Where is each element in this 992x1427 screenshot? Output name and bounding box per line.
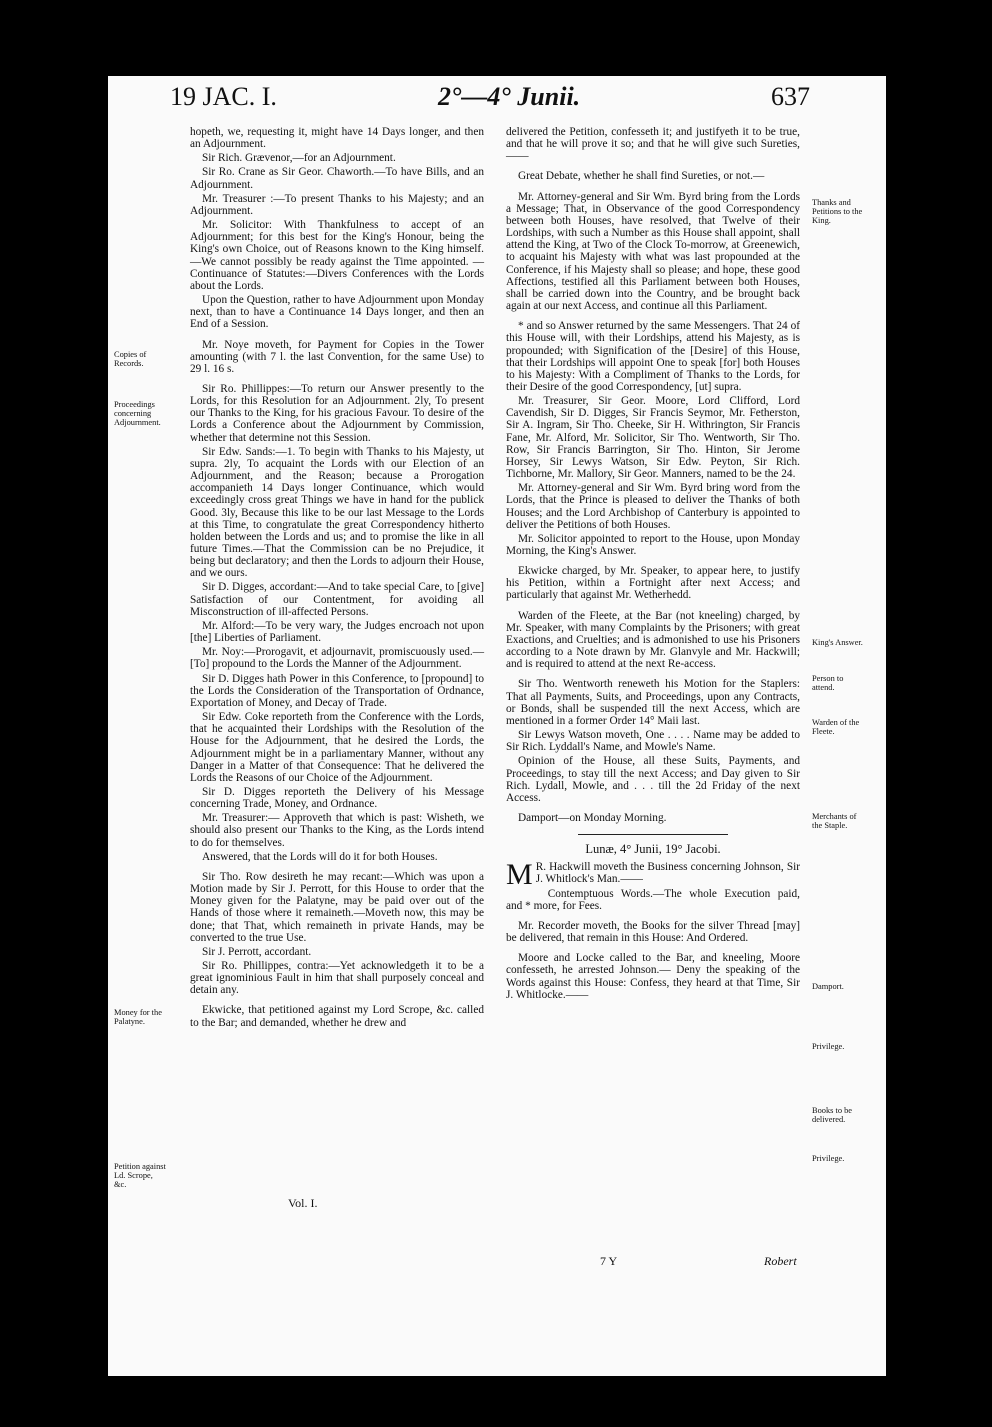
paragraph: Mr. Alford:—To be very wary, the Judges encroach not upon [the] Liberties of Parliament. bbox=[190, 619, 484, 645]
paragraph: Great Debate, whether he shall find Sureties, or not.— bbox=[518, 170, 765, 183]
section-date-heading: Lunæ, 4° Junii, 19° Jacobi. bbox=[585, 842, 721, 857]
section-rule bbox=[578, 834, 728, 835]
paragraph: Opinion of the House, all these Suits, Payments, and Proceedings, to stay till the next Access; and Day given to Sir Rich. Lydall, Mowle, and . . . till the 2d Friday of the next Access. bbox=[506, 755, 800, 804]
margin-note: Merchants of the Staple. bbox=[812, 812, 857, 831]
paragraph: Sir Ro. Phillippes:—To return our Answer presently to the Lords, for this Resolution for an Adjournment. 2ly, To present our Thanks to the King, for his gracious Favour. To desire of the Lords a Conference about the Adjournment by Commission, whether that determine not this Session. bbox=[190, 382, 484, 444]
paragraph: Damport—on Monday Morning. bbox=[518, 811, 667, 824]
signature-mark: 7 Y bbox=[600, 1254, 618, 1268]
paragraph: Mr. Attorney-general and Sir Wm. Byrd bring from the Lords a Message; That, in Observance of the good Correspondency between both Houses, have resolved, that Twelve of their Lordships, with such a Number as this House shall appoint, shall attend the King, at Two of the Clock To-morrow, at Greenewich, to acquaint his Majesty with what was last propounded at the Conference, if his Majesty shall so please; and hope, these good Affections, testified all this Parliament between both Houses, shall be carried down into the Country, and be brought back again at our next Access, and continue all this Parliament. bbox=[506, 190, 800, 313]
paragraph: Mr. Noye moveth, for Payment for Copies in the Tower amounting (with 7 l. the last Convention, for the same Use) to 29 l. 16 s. bbox=[190, 338, 484, 375]
paragraph: Mr. Solicitor appointed to report to the House, upon Monday Morning, the King's Answer. bbox=[506, 532, 800, 557]
margin-note: Privilege. bbox=[812, 1154, 845, 1163]
running-head-date: 2°—4° Junii. bbox=[438, 82, 581, 111]
margin-note: Money for the Palatyne. bbox=[114, 1008, 162, 1027]
page-number: 637 bbox=[771, 82, 810, 111]
margin-note: Damport. bbox=[812, 982, 844, 991]
paragraph: Mr. Attorney-general and Sir Wm. Byrd bring word from the Lords, that the Prince is pleased to deliver the Thanks of both Houses; and the Lord Archbishop of Canterbury is appointed to deliver the Petitions of both Houses. bbox=[506, 482, 800, 531]
margin-note: Books to be delivered. bbox=[812, 1106, 853, 1125]
paragraph: Sir Ro. Phillippes, contra:—Yet acknowledgeth it to be a great ignominious Fault in him that shall purposely conceal and detain any. bbox=[190, 960, 484, 997]
paragraph: Sir Edw. Coke reporteth from the Conference with the Lords, that he acquainted their Lordships with the Resolution of the House for the Adjournment, that he desired the Lords, the Adjournment might be in a parliamentary Manner, without any Danger in a Matter of that Consequence: That he delivered the Lords the Reasons of our Choice of the Adjournment. bbox=[190, 711, 484, 784]
drop-cap: M bbox=[506, 858, 533, 892]
margin-note: Thanks and Petitions to the King. bbox=[812, 198, 863, 226]
paragraph: Answered, that the Lords will do it for both Houses. bbox=[202, 850, 438, 863]
right-column bbox=[506, 126, 800, 1003]
paragraph: Upon the Question, rather to have Adjournment upon Monday next, than to have a Continuance 14 Days longer, and then an End of a Session. bbox=[190, 294, 484, 331]
paragraph: Sir Tho. Wentworth reneweth his Motion for the Staplers: That all Payments, Suits, and Proceedings, upon any Contracts, or Bonds, shall be suspended till the next Access, which are mentioned in a former Order 14° Maii last. bbox=[506, 678, 800, 727]
paragraph: Ekwicke charged, by Mr. Speaker, to appear here, to justify his Petition, within a Fortnight after next Access; and particularly that against Mr. Wetherhedd. bbox=[506, 565, 800, 602]
catchword: Robert bbox=[764, 1254, 797, 1268]
paragraph: Mr. Treasurer:— Approveth that which is past: Wisheth, we should also present our Thanks to the King, as the Lords intend to do for themselves. bbox=[190, 812, 484, 849]
paragraph: M R. Hackwill moveth the Business concerning Johnson, Sir J. Whitlock's Man.—— bbox=[506, 858, 800, 892]
paragraph: Sir Ro. Crane as Sir Geor. Chaworth.—To have Bills, and an Adjournment. bbox=[190, 166, 484, 191]
margin-note: Proceedings concerning Adjournment. bbox=[114, 400, 161, 428]
margin-note: Person to attend. bbox=[812, 674, 844, 693]
paragraph: Sir Lewys Watson moveth, One . . . . Name may be added to Sir Rich. Lyddall's Name, and Mowle's Name. bbox=[506, 729, 800, 754]
margin-note: Copies of Records. bbox=[114, 350, 147, 369]
paragraph: Sir D. Digges hath Power in this Conference, to [propound] to the Lords the Consideration of the Transportation of Ordnance, Exportation of Money, and Decay of Trade. bbox=[190, 672, 484, 709]
running-head-left: 19 JAC. I. bbox=[170, 82, 277, 111]
paragraph: Mr. Treasurer, Sir Geor. Moore, Lord Clifford, Lord Cavendish, Sir D. Digges, Sir Francis Seymor, Mr. Fetherston, Sir A. Ingram, Sir Tho. Cheeke, Sir H. Withrington, Sir Francis Fane, Mr. Alford, Mr. Solicitor, Sir Tho. Wentworth, Sir Tho. Row, Sir Francis Barrington, Sir Tho. Hinton, Sir Jerome Horsey, Sir Lewys Watson, Sir Edw. Peyton, Sir Rich. Tichborne, Mr. Mallory, Sir Geor. Manners, named to be the 24. bbox=[506, 395, 800, 481]
paragraph: Mr. Noy:—Prorogavit, et adjournavit, promiscuously used.—[To] propound to the Lords the Manner of the Adjournment. bbox=[190, 646, 484, 671]
paragraph: Moore and Locke called to the Bar, and kneeling, Moore confesseth, he arrested Johnson.— Deny the speaking of the Words against this House: Confess, they heard at that Time, Sir J. Whitlocke.—— bbox=[506, 952, 800, 1001]
margin-note: Privilege. bbox=[812, 1042, 845, 1051]
paragraph: Mr. Treasurer :—To present Thanks to his Majesty; and an Adjournment. bbox=[190, 192, 484, 217]
paragraph: Warden of the Fleete, at the Bar (not kneeling) charged, by Mr. Speaker, with many Complaints by the Prisoners; with great Exactions, and Cruelties; and is admonished to use his Prisoners according to a Note drawn by Mr. Glanvyle and Mr. Hackwill; and is required to attend at the next Re-access. bbox=[506, 609, 800, 671]
volume-footer: Vol. I. bbox=[288, 1196, 318, 1210]
paragraph: Sir D. Digges, accordant:—And to take special Care, to [give] Satisfaction of our Contentment, for avoiding all Misconstruction of ill-affected Persons. bbox=[190, 581, 484, 618]
margin-note: King's Answer. bbox=[812, 638, 863, 647]
paragraph: delivered the Petition, confesseth it; and justifyeth it to be true, and that he will prove it so; and that he will give such Sureties,—— bbox=[506, 126, 800, 163]
paragraph: Sir J. Perrott, accordant. bbox=[202, 945, 312, 958]
paragraph: Mr. Recorder moveth, the Books for the silver Thread [may] be delivered, that remain in this House: And Ordered. bbox=[506, 919, 800, 945]
paragraph: Contemptuous Words.—The whole Execution paid, and * more, for Fees. bbox=[506, 887, 800, 912]
paragraph: Sir Rich. Grævenor,—for an Adjournment. bbox=[202, 152, 396, 165]
margin-note: Warden of the Fleete. bbox=[812, 718, 860, 737]
paragraph: Mr. Solicitor: With Thankfulness to accept of an Adjournment; for this best for the King's Honour, being the King's own Choice, out of Reasons known to the King himself.—We cannot possibly be ready against the Time appointed. — Continuance of Statutes:—Divers Conferences with the Lords about the Lords. bbox=[190, 219, 484, 292]
paragraph: Sir Edw. Sands:—1. To begin with Thanks to his Majesty, ut supra. 2ly, To acquaint the Lords with our Election of an Adjournment, and the Reason; because a Prorogation accompanieth 14 Days longer Continuance, which would exceedingly cross great Things we have in hand for the publick Good. 3ly, Because this like to be our last Message to the Lords at this Time, to congratulate the great Correspondency hitherto holden between the Lords and us; and to promise the like in all future Times.—That the Commission can be no Prejudice, it being but declaratory; and then the Lords to adjourn their House, and we ours. bbox=[190, 445, 484, 580]
paragraph: * and so Answer returned by the same Messengers. That 24 of this House will, with their Lordships, attend his Majesty, as is propounded; with Signification of the [Desire] of this House, that their Lordships will appoint One to speak [for] both Houses to his Majesty: With a Compliment of Thanks to the Lords, for their Desire of the good Correspondency, [ut] supra. bbox=[506, 320, 800, 393]
left-column bbox=[190, 126, 484, 1031]
margin-note: Petition against Ld. Scrope, &c. bbox=[114, 1162, 166, 1190]
paragraph: Ekwicke, that petitioned against my Lord Scrope, &c. called to the Bar; and demanded, whether he drew and bbox=[190, 1004, 484, 1029]
document-page bbox=[108, 76, 886, 1376]
paragraph: hopeth, we, requesting it, might have 14 Days longer, and then an Adjournment. bbox=[190, 126, 484, 151]
paragraph: Sir Tho. Row desireth he may recant:—Which was upon a Motion made by Sir J. Perrott, for this House to order that the Money given for the Palatyne, may be paid over out of the Hands of those where it remaineth.—Moveth now, this may be done; that That, which remaineth in private Hands, may be converted to the true Use. bbox=[190, 870, 484, 944]
paragraph: Sir D. Digges reporteth the Delivery of his Message concerning Trade, Money, and Ordnance. bbox=[190, 785, 484, 811]
